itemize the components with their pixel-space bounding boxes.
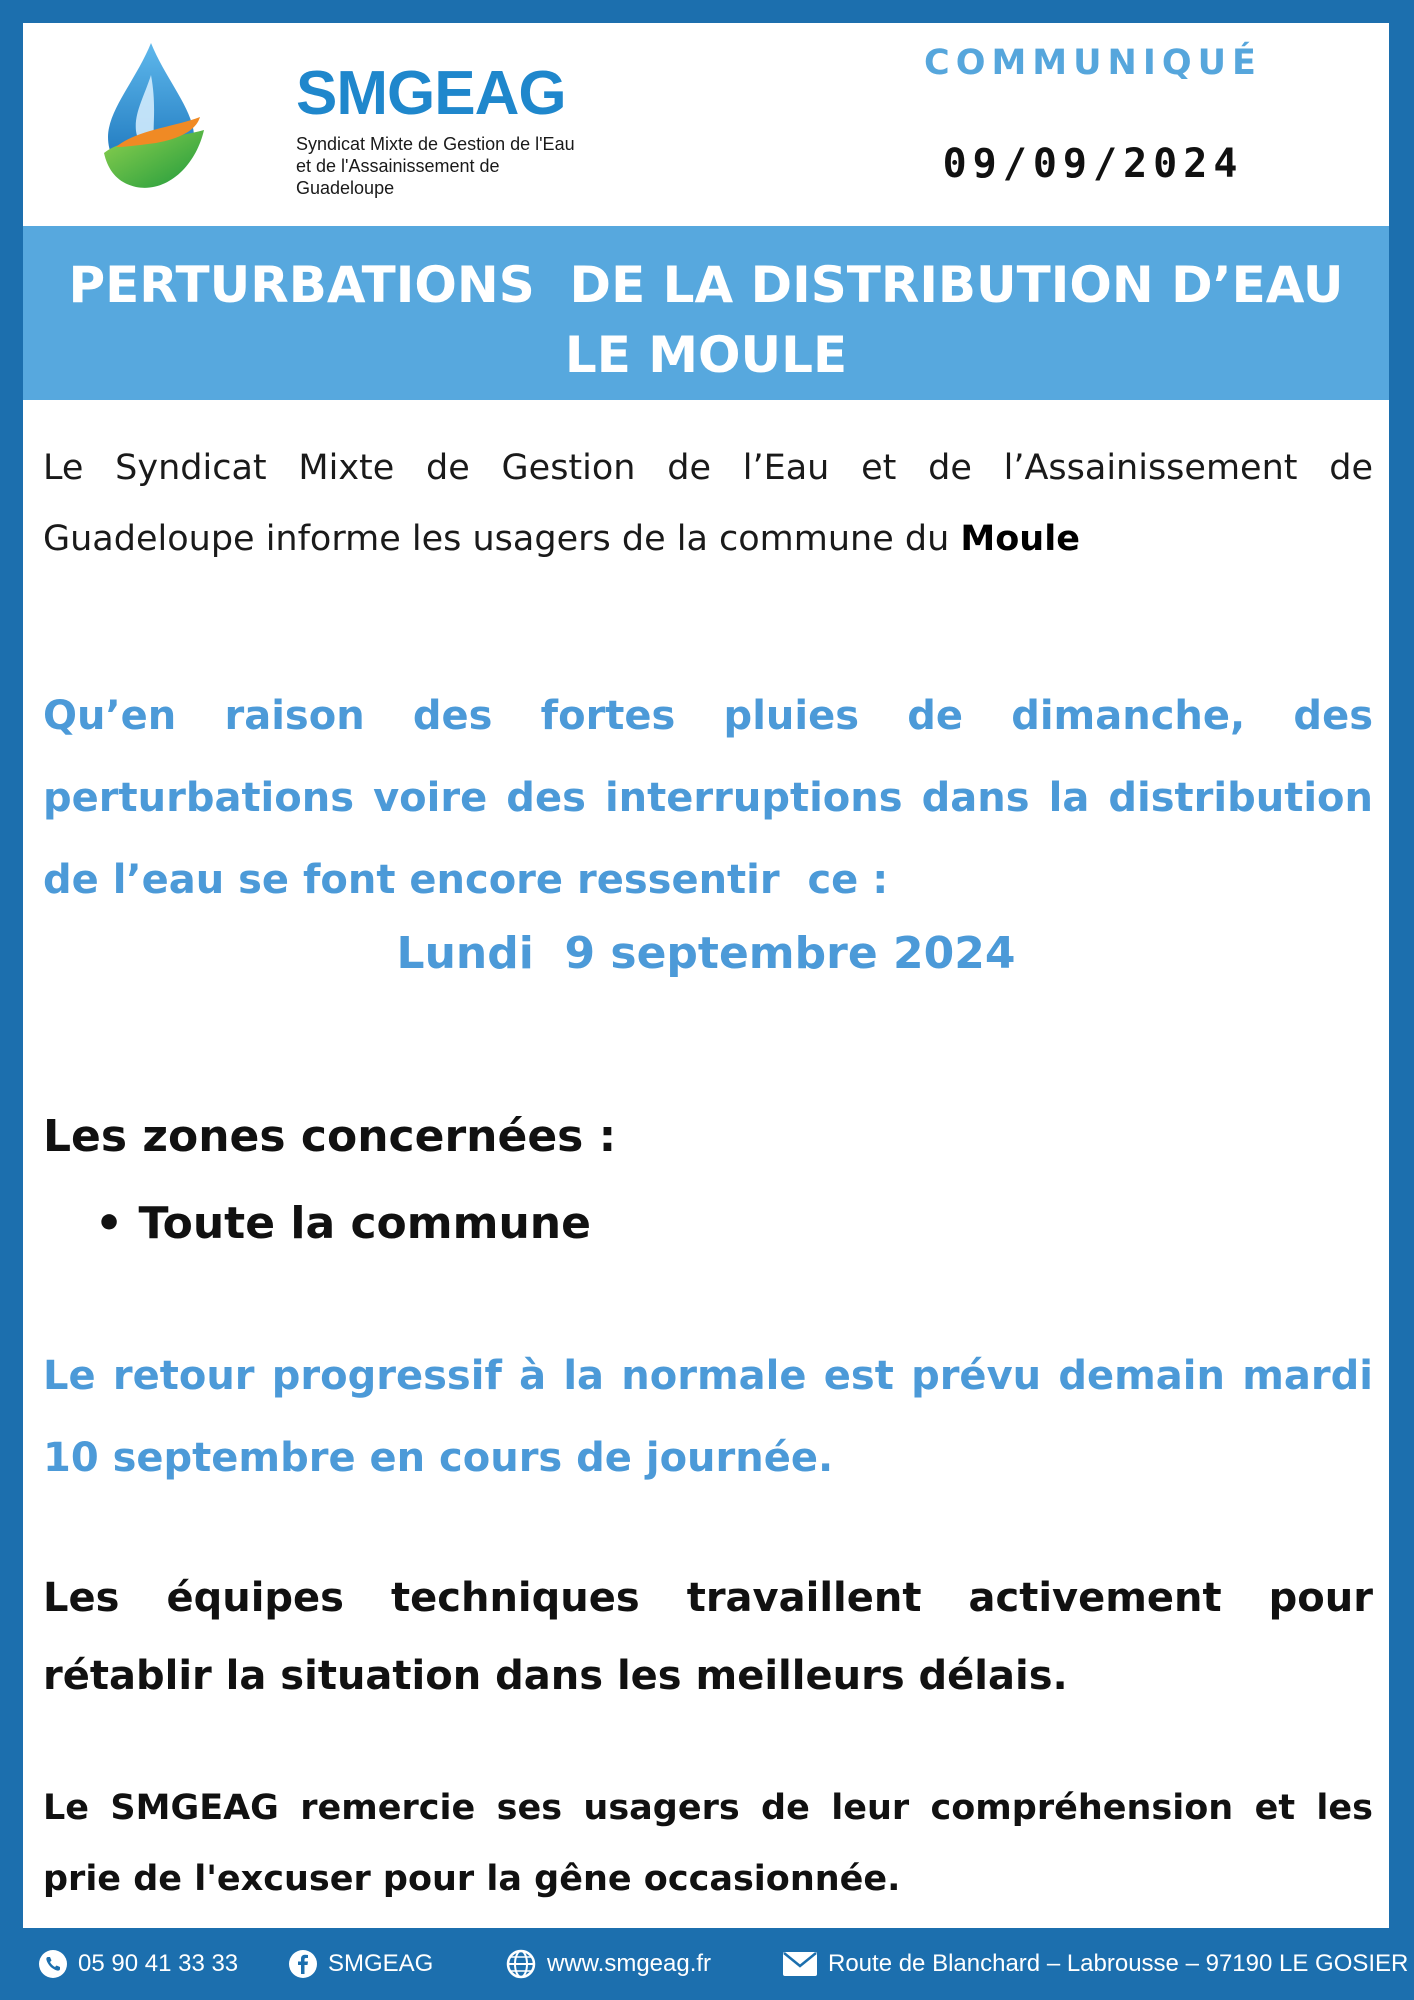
water-drop-logo-icon bbox=[96, 35, 206, 200]
footer-address-label: Route de Blanchard – Labrousse – 97190 LE GOSIER bbox=[828, 1950, 1409, 1977]
footer-website-label: www.smgeag.fr bbox=[547, 1950, 712, 1977]
intro-paragraph bbox=[43, 433, 1373, 575]
brand-name: SMGEAG bbox=[296, 59, 566, 128]
contact-footer bbox=[0, 1928, 1414, 2000]
communique-page bbox=[23, 23, 1389, 1928]
footer-address bbox=[782, 1946, 1408, 1982]
document-type: COMMUNIQUÉ bbox=[924, 43, 1262, 83]
intro-commune: Moule bbox=[960, 519, 1080, 559]
zones-title: Les zones concernées : bbox=[43, 1111, 617, 1162]
facebook-icon bbox=[288, 1949, 318, 1979]
title-banner bbox=[23, 226, 1389, 400]
globe-icon bbox=[505, 1948, 537, 1980]
footer-facebook[interactable] bbox=[288, 1946, 433, 1982]
banner-title: PERTURBATIONS DE LA DISTRIBUTION D’EAU bbox=[68, 256, 1344, 314]
disruption-notice: Qu’en raison des fortes pluies de dimanche, des perturbations voire des interruptions dans la distribution de l’eau se font encore ressentir ce : bbox=[43, 693, 1387, 903]
communique-date: 09/09/2024 bbox=[942, 141, 1244, 187]
intro-text: Le Syndicat Mixte de Gestion de l’Eau et de l’Assainissement de Guadeloupe informe les usagers de la commune du bbox=[43, 448, 1373, 559]
banner-commune: LE MOULE bbox=[564, 326, 848, 384]
smgeag-logo bbox=[96, 35, 575, 215]
phone-icon bbox=[38, 1949, 68, 1979]
envelope-icon bbox=[782, 1951, 818, 1977]
footer-facebook-label: SMGEAG bbox=[328, 1950, 434, 1977]
brand-subtitle: Syndicat Mixte de Gestion de l'Eau et de l'Assainissement de Guadeloupe bbox=[296, 134, 575, 198]
footer-phone[interactable] bbox=[38, 1946, 238, 1982]
zone-list-item: • Toute la commune bbox=[95, 1198, 591, 1249]
footer-phone-label: 05 90 41 33 33 bbox=[78, 1950, 239, 1977]
zone-label: Toute la commune bbox=[138, 1198, 591, 1249]
footer-website[interactable] bbox=[505, 1946, 711, 1982]
return-notice: Le retour progressif à la normale est prévu demain mardi 10 septembre en cours de journée. bbox=[43, 1353, 1373, 1481]
thanks-notice: Le SMGEAG remercie ses usagers de leur compréhension et les prie de l'excuser pour la gêne occasionnée. bbox=[43, 1788, 1373, 1899]
teams-notice: Les équipes techniques travaillent activement pour rétablir la situation dans les meilleurs délais. bbox=[43, 1575, 1373, 1699]
disruption-date: Lundi 9 septembre 2024 bbox=[396, 928, 1016, 979]
